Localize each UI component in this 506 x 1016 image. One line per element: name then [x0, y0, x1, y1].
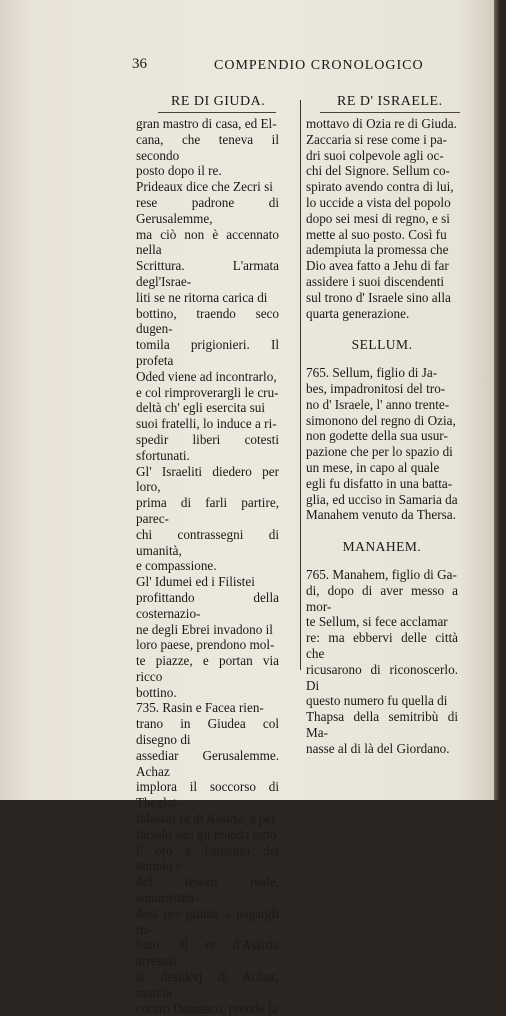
text-line: te Sellum, si fece acclamar [306, 614, 448, 630]
left-heading-underline [158, 112, 276, 113]
text-line: Prideaux dice che Zecri si [136, 179, 273, 195]
text-line: di, dopo di aver messo a mor- [306, 582, 458, 614]
text-line: buto. Il re d'Assiria arresosi [136, 937, 279, 969]
text-line: lo uccide a vista del popolo [306, 194, 451, 210]
text-line: ai desiderj di Achaz, marcia [136, 969, 279, 1000]
page-edge-shadow [494, 0, 500, 800]
text-line: assediar Gerusalemme. Achaz [136, 747, 279, 779]
right-heading-underline [320, 112, 460, 113]
right-column-heading: RE D' ISRAELE. [337, 94, 443, 109]
left-column-heading: RE DI GIUDA. [171, 94, 266, 109]
text-line: un mese, in capo al quale [306, 459, 440, 475]
text-line: del tesoro reale, sommetten- [136, 874, 279, 906]
text-line: mette al suo posto. Così fu [306, 226, 447, 242]
text-line: bottino, traendo seco dugen- [136, 305, 279, 337]
text-line: te piazze, e portan via ricco [136, 653, 279, 684]
text-line: farselo suo gli manda tutto [136, 826, 277, 842]
text-line: no d' Israele, l' anno trente- [306, 396, 450, 412]
text-line: quarta generazione. [306, 305, 410, 321]
running-title: COMPENDIO CRONOLOGICO [214, 58, 424, 73]
text-line: gran mastro di casa, ed El- [136, 116, 277, 131]
text-line: chi del Signore. Sellum co- [306, 163, 450, 179]
text-line: loro paese, prendono mol- [136, 637, 275, 653]
text-line: e compassione. [136, 558, 217, 574]
text-line: Zaccaria si rese come i pa- [306, 131, 447, 147]
text-line: l' oro e l'argento del tempio e [136, 842, 279, 874]
text-line: spirato avendo contra di lui, [306, 179, 454, 195]
text-line: 765. Sellum, figlio di Ja- [306, 365, 438, 381]
text-line: re: ma ebbervi delle città che [306, 630, 458, 661]
text-line: profittando della costernazio- [136, 589, 279, 621]
text-line: rese padrone di Gerusalemme, [136, 194, 279, 226]
text-line: tomila prigionieri. Il profeta [136, 337, 279, 368]
text-line: Gl' Idumei ed i Filistei [136, 574, 255, 590]
text-line: 765. Manahem, figlio di Ga- [306, 566, 457, 582]
text-line: non godette della sua usur- [306, 428, 448, 444]
column-divider [300, 100, 301, 670]
text-line: Gl' Israeliti diedero per loro, [136, 463, 279, 495]
text-line: assidere i suoi discendenti [306, 273, 445, 289]
text-line: Thapsa della semitribù di Ma- [306, 709, 458, 740]
text-line: contro Damasco, prende la [136, 1000, 278, 1016]
text-line: Scrittura. L'armata degl'Israe- [136, 258, 279, 289]
text-line: questo numero fu quella di [306, 693, 448, 709]
text-line: glia, ed ucciso in Samaria da [306, 491, 458, 507]
left-column-text [136, 116, 279, 1016]
page-number: 36 [132, 56, 147, 72]
text-line: 735. Rasin e Facea rien- [136, 700, 264, 716]
text-line: e col rimproverargli le cru- [136, 384, 279, 400]
right-column-text [306, 116, 458, 756]
text-line: bottino. [136, 684, 177, 700]
text-line: pazione che per lo spazio di [306, 444, 453, 460]
text-line: prima di farli partire, parec- [136, 495, 279, 526]
text-line: posto dopo il re. [136, 163, 222, 179]
text-line: falassar re di Assiria, e per [136, 811, 276, 827]
text-line: sul trono d' Israele sino alla [306, 289, 451, 305]
text-line: suoi fratelli, lo induce a ri- [136, 416, 277, 432]
text-line: deltà ch' egli esercita sui [136, 400, 266, 416]
text-line: ne degli Ebrei invadono il [136, 621, 273, 637]
text-line: chi contrassegni di umanità, [136, 526, 279, 558]
text-line: Dio avea fatto a Jehu di far [306, 258, 449, 274]
text-line: implora il soccorso di Theglat- [136, 779, 279, 811]
text-line: dri suoi colpevole agli oc- [306, 147, 444, 163]
text-line: mottavo di Ozia re di Giuda. [306, 116, 457, 131]
text-line: adempiuta la promessa che [306, 242, 449, 258]
text-line: simonono del regno di Ozia, [306, 412, 456, 428]
text-line: ma ciò non è accennato nella [136, 226, 279, 258]
text-line: dosi per giunta a pagargli tri- [136, 905, 279, 937]
sellum-subheading: SELLUM. [351, 337, 413, 353]
text-line: Oded viene ad incontrarlo, [136, 368, 277, 384]
text-line: cana, che teneva il secondo [136, 131, 279, 163]
text-line: egli fu disfatto in una batta- [306, 475, 453, 491]
text-line: dopo sei mesi di regno, e si [306, 210, 450, 226]
text-line: liti se ne ritorna carica di [136, 289, 268, 305]
manahem-subheading: MANAHEM. [342, 539, 422, 555]
text-line: ricusarono di riconoscerlo. Di [306, 661, 458, 693]
text-line: trano in Giudea col disegno di [136, 716, 279, 748]
text-line: Manahem venuto da Thersa. [306, 507, 456, 523]
text-line: spedir liberi cotesti sfortunati. [136, 431, 279, 463]
text-line: nasse al di là del Giordano. [306, 740, 450, 756]
text-line: bes, impadronitosi del tro- [306, 380, 446, 396]
